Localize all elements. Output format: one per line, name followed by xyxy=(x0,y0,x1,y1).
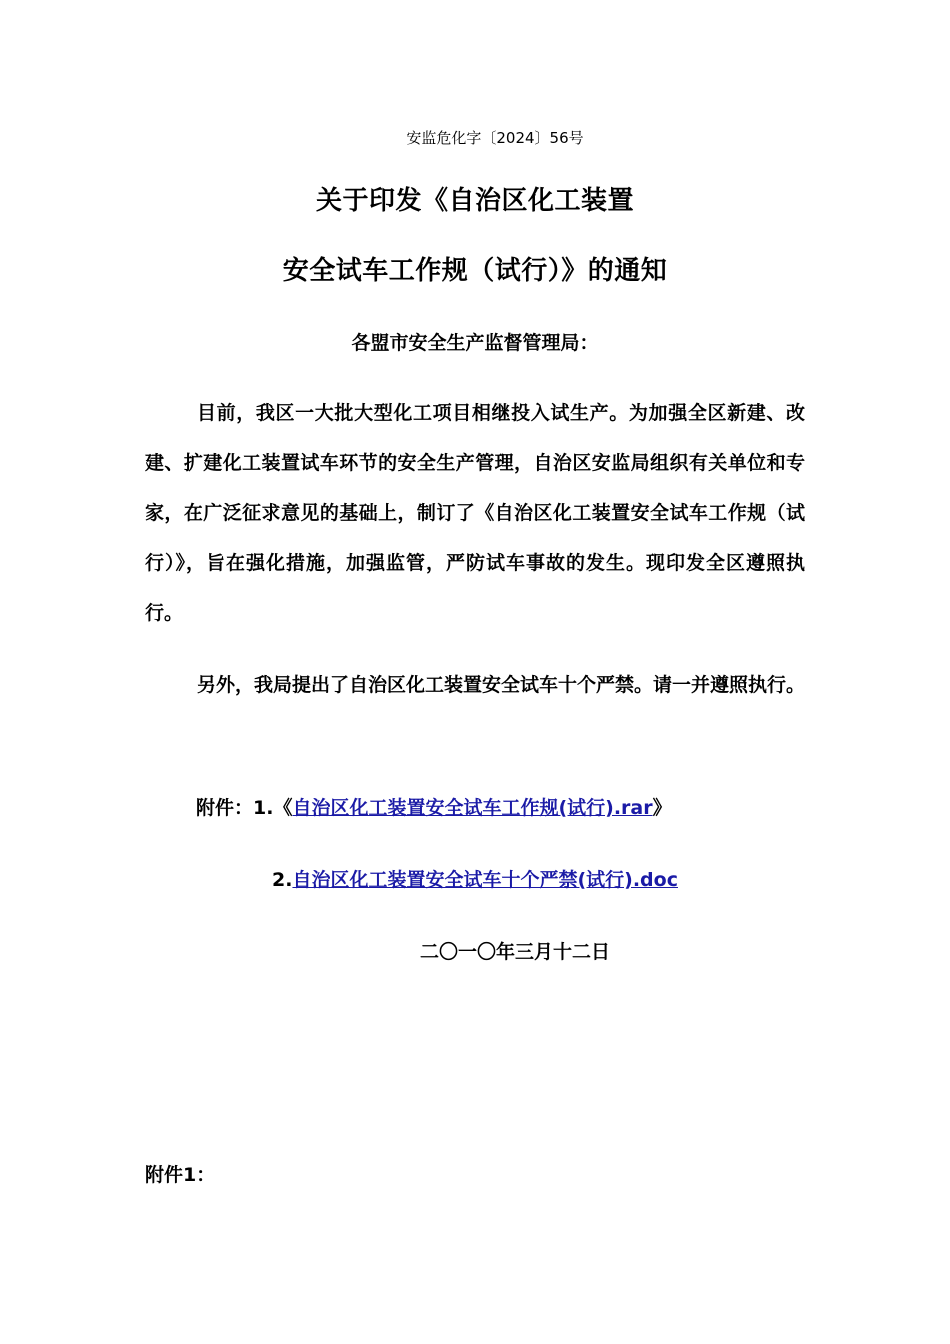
attachment-1-prefix: 附件：1.《 xyxy=(196,797,293,819)
attachment-2-prefix: 2. xyxy=(272,869,293,891)
attachment-1-link[interactable]: 自治区化工装置安全试车工作规(试行).rar xyxy=(292,797,653,819)
annex-label: 附件1： xyxy=(145,1164,216,1186)
attachment-2-link[interactable]: 自治区化工装置安全试车十个严禁(试行).doc xyxy=(292,869,678,891)
document-title-line-2: 安全试车工作规（试行）》的通知 xyxy=(282,256,668,286)
document-title-line-1: 关于印发《自治区化工装置 xyxy=(315,186,634,216)
document-number: 安监危化字〔2024〕56号 xyxy=(406,129,584,147)
issue-date: 二〇一〇年三月十二日 xyxy=(419,941,610,963)
attachment-line-1 xyxy=(196,793,672,820)
body-paragraph-1: 目前，我区一大批大型化工项目相继投入试生产。为加强全区新建、改建、扩建化工装置试车环节的安全生产管理，自治区安监局组织有关单位和专家，在广泛征求意见的基础上，制订了《自治区化工装置安全试车工作规（试行）》，旨在强化措施，加强监管，严防试车事故的发生。现印发全区遵照执行。 xyxy=(145,402,805,624)
body-paragraph-2: 另外，我局提出了自治区化工装置安全试车十个严禁。请一并遵照执行。 xyxy=(197,674,806,696)
salutation: 各盟市安全生产监督管理局： xyxy=(351,332,599,354)
attachment-line-2 xyxy=(272,865,678,892)
attachment-1-suffix: 》 xyxy=(652,797,672,819)
